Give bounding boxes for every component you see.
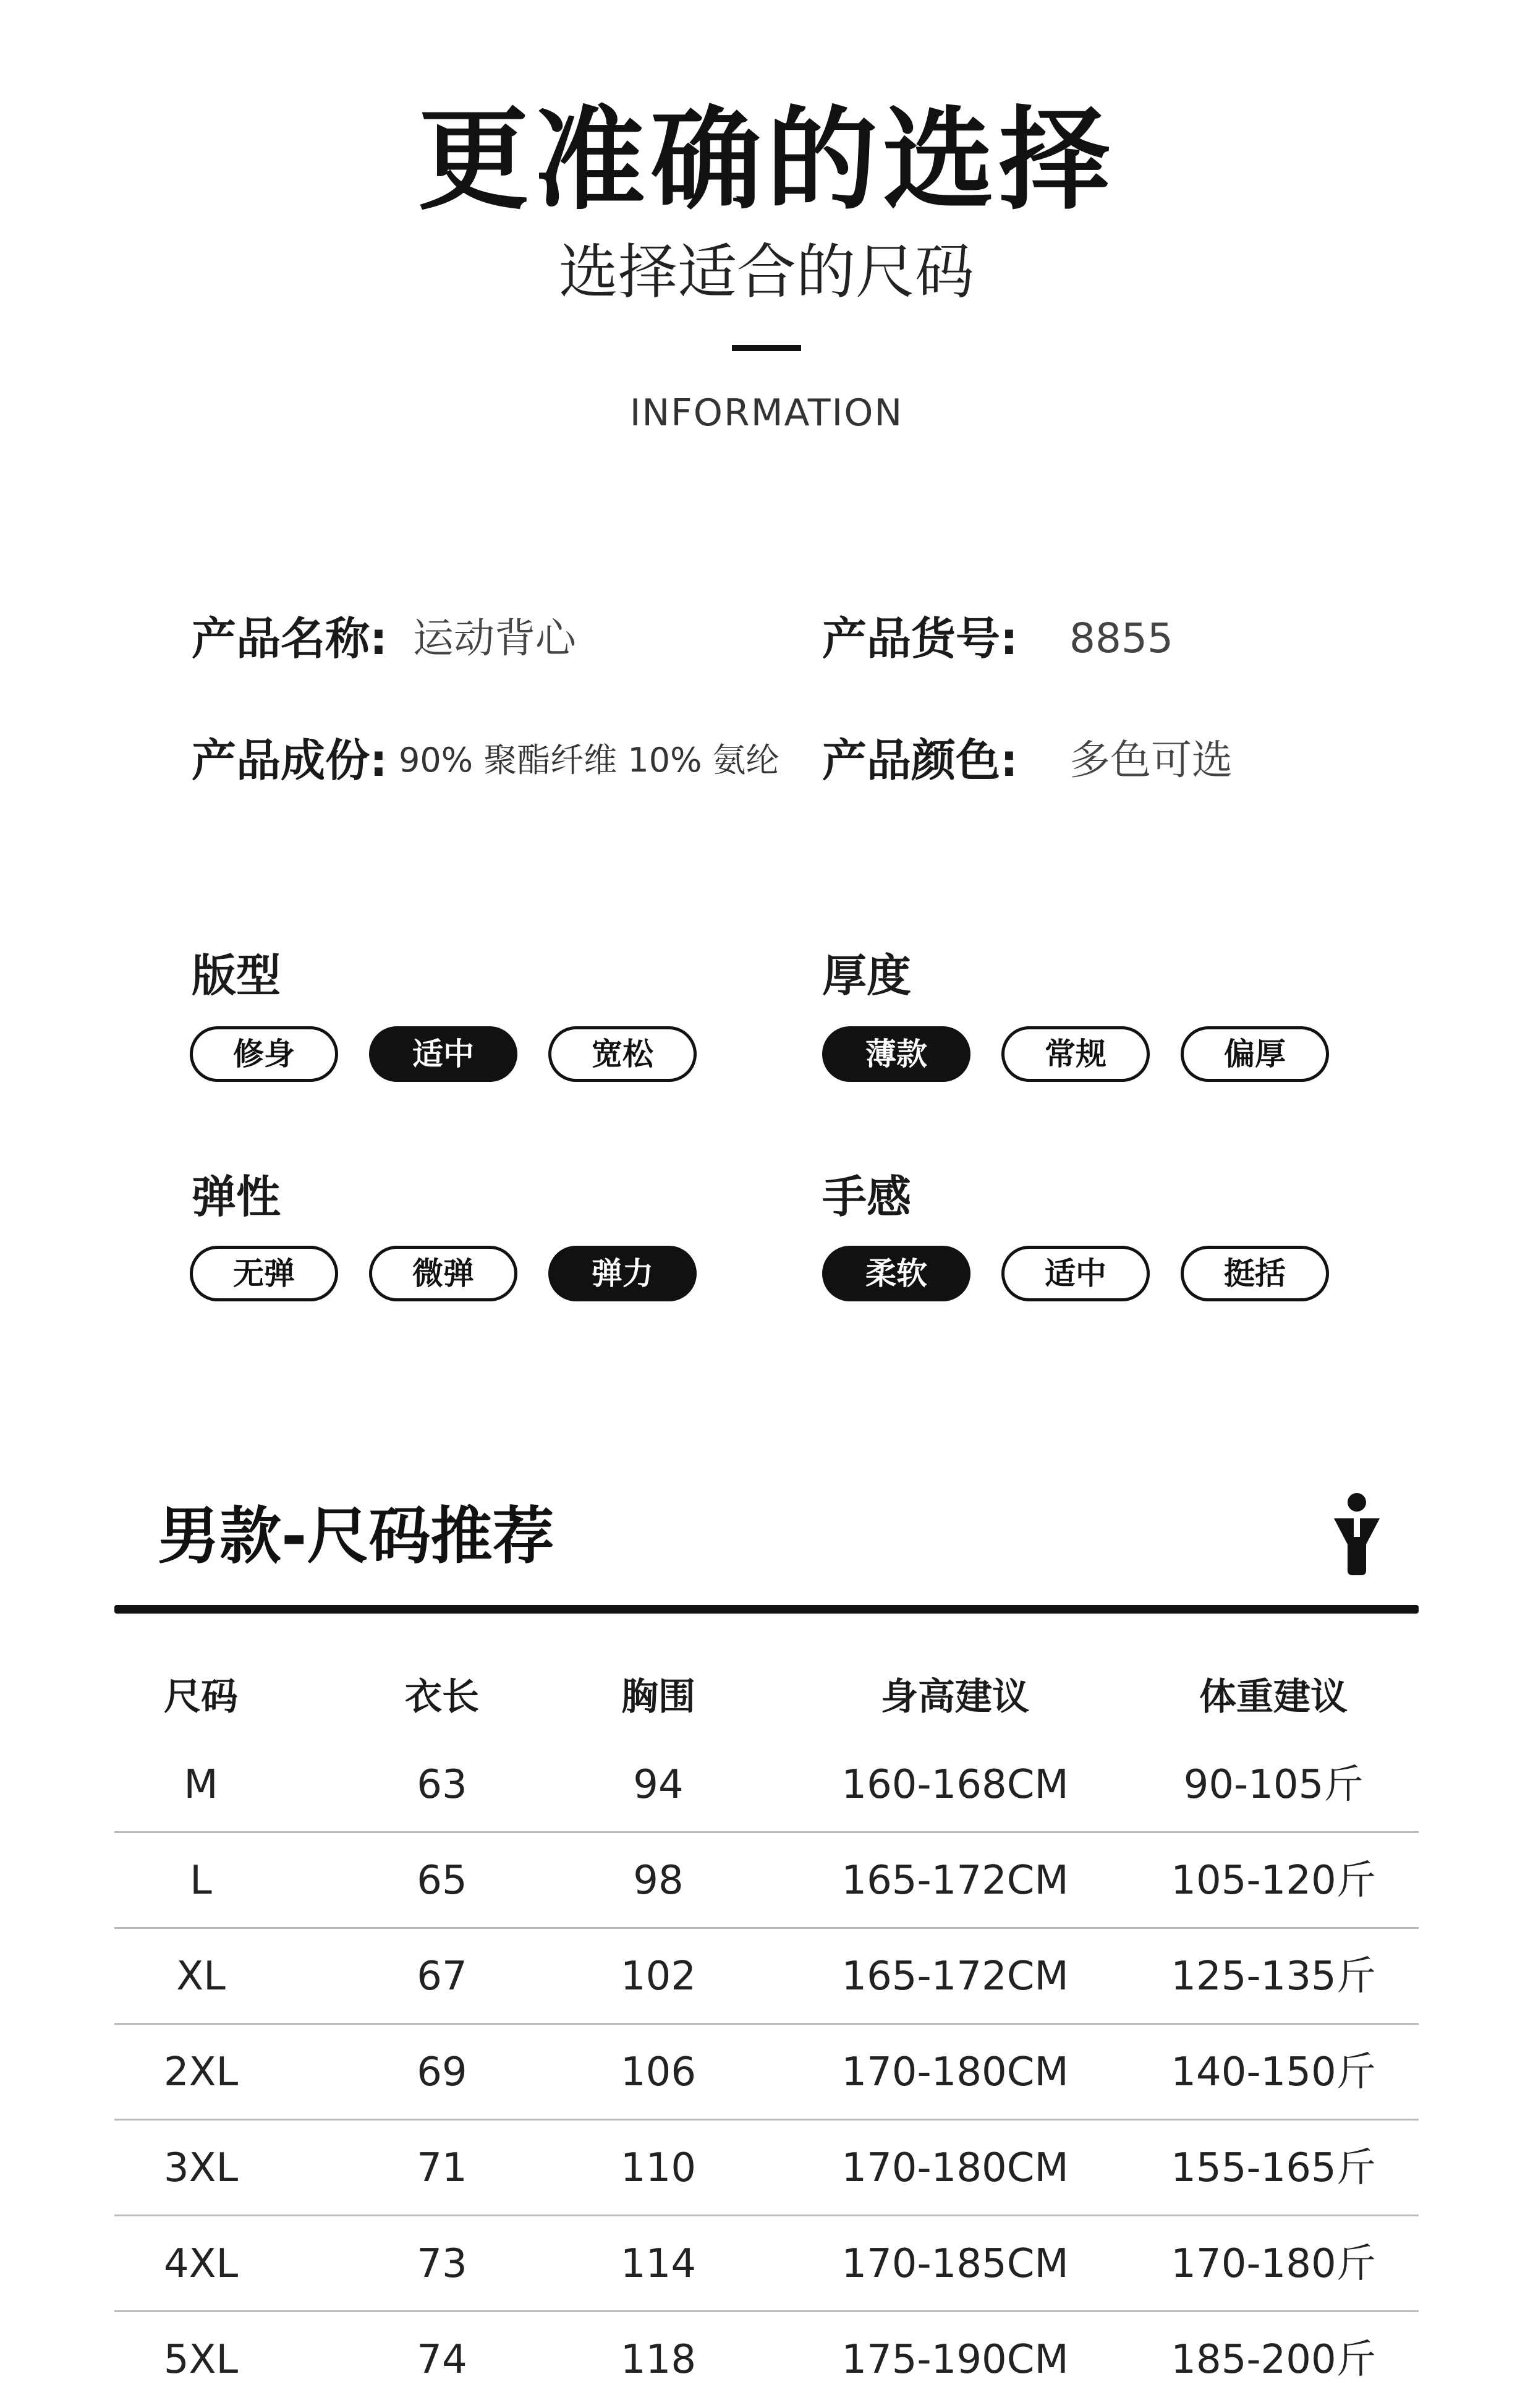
size-table-header [114, 1657, 1419, 1737]
thickness-option: 常规 [1001, 1026, 1150, 1082]
fit-option: 适中 [369, 1026, 517, 1082]
product-color-value: 多色可选 [1069, 736, 1233, 784]
product-name-label: 产品名称: [192, 613, 388, 665]
product-material-label: 产品成份: [192, 734, 388, 786]
title-divider [732, 345, 801, 351]
thickness-option: 薄款 [822, 1026, 970, 1082]
size-cell: M [184, 1762, 218, 1808]
size-cell: 2XL [163, 2049, 239, 2095]
length-cell: 71 [417, 2145, 467, 2191]
elasticity-option: 弹力 [548, 1246, 697, 1301]
thickness-option: 偏厚 [1181, 1026, 1329, 1082]
table-row [114, 2121, 1419, 2216]
size-table [114, 1657, 1419, 2408]
chest-cell: 110 [620, 2145, 697, 2191]
table-row [114, 2312, 1419, 2408]
header-height: 身高建议 [881, 1675, 1029, 1719]
table-row [114, 1737, 1419, 1833]
table-row [114, 1833, 1419, 1929]
thickness-title: 厚度 [822, 950, 912, 1002]
weight-cell: 125-135斤 [1171, 1954, 1376, 1999]
height-cell: 170-185CM [841, 2241, 1069, 2287]
chest-cell: 114 [620, 2241, 697, 2287]
chest-cell: 98 [633, 1858, 684, 1904]
person-icon [1329, 1490, 1385, 1576]
page-subtitle: 选择适合的尺码 [559, 237, 974, 307]
information-label: INFORMATION [629, 391, 904, 435]
product-material-value: 90% 聚酯纤维 10% 氨纶 [399, 741, 779, 780]
elasticity-title: 弹性 [192, 1171, 281, 1223]
size-section-divider [114, 1605, 1419, 1614]
fit-option: 修身 [190, 1026, 338, 1082]
weight-cell: 155-165斤 [1171, 2145, 1376, 2191]
chest-cell: 102 [620, 1954, 697, 1999]
table-row [114, 2025, 1419, 2121]
table-row [114, 2216, 1419, 2312]
header-weight: 体重建议 [1199, 1675, 1348, 1719]
height-cell: 175-190CM [841, 2337, 1069, 2383]
weight-cell: 185-200斤 [1171, 2337, 1376, 2383]
length-cell: 69 [417, 2049, 467, 2095]
product-code-label: 产品货号: [822, 613, 1018, 665]
length-cell: 67 [417, 1954, 467, 1999]
product-code-value: 8855 [1069, 615, 1173, 662]
product-color-label: 产品颜色: [822, 734, 1018, 786]
weight-cell: 170-180斤 [1171, 2241, 1376, 2287]
size-section-title: 男款-尺码推荐 [158, 1500, 554, 1572]
height-cell: 170-180CM [841, 2049, 1069, 2095]
size-cell: 4XL [163, 2241, 239, 2287]
feel-option: 挺括 [1181, 1246, 1329, 1301]
height-cell: 165-172CM [841, 1954, 1069, 1999]
length-cell: 63 [417, 1762, 467, 1808]
chest-cell: 106 [620, 2049, 697, 2095]
header-size: 尺码 [164, 1675, 238, 1719]
table-row [114, 1929, 1419, 2025]
size-cell: 3XL [163, 2145, 239, 2191]
size-cell: 5XL [163, 2337, 239, 2383]
length-cell: 73 [417, 2241, 467, 2287]
elasticity-option: 微弹 [369, 1246, 517, 1301]
elasticity-option: 无弹 [190, 1246, 338, 1301]
weight-cell: 140-150斤 [1171, 2049, 1376, 2095]
height-cell: 170-180CM [841, 2145, 1069, 2191]
length-cell: 74 [417, 2337, 467, 2383]
height-cell: 165-172CM [841, 1858, 1069, 1904]
chest-cell: 94 [633, 1762, 684, 1808]
feel-option: 柔软 [822, 1246, 970, 1301]
fit-title: 版型 [192, 950, 281, 1002]
length-cell: 65 [417, 1858, 467, 1904]
product-name-value: 运动背心 [413, 615, 576, 662]
header-length: 衣长 [405, 1675, 479, 1719]
page-title: 更准确的选择 [417, 96, 1115, 225]
fit-option: 宽松 [548, 1026, 697, 1082]
size-cell: L [190, 1858, 212, 1904]
weight-cell: 90-105斤 [1183, 1762, 1364, 1808]
weight-cell: 105-120斤 [1171, 1858, 1376, 1904]
size-cell: XL [176, 1954, 226, 1999]
feel-option: 适中 [1001, 1246, 1150, 1301]
feel-title: 手感 [822, 1171, 912, 1223]
header-chest: 胸围 [621, 1675, 695, 1719]
chest-cell: 118 [620, 2337, 697, 2383]
height-cell: 160-168CM [841, 1762, 1069, 1808]
